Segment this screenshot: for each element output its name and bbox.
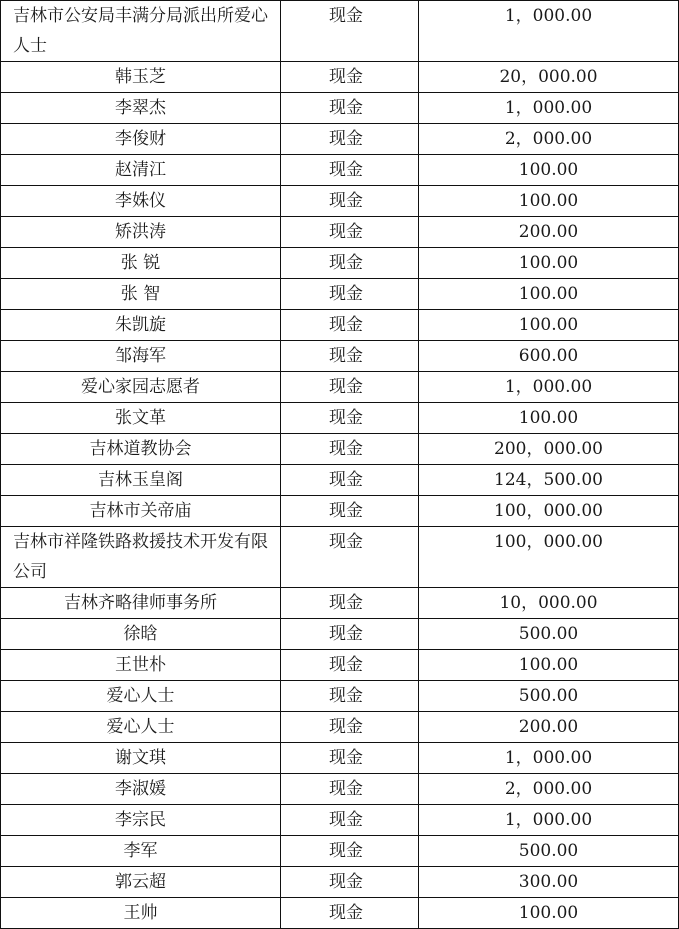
amount-cell: 124，500.00 xyxy=(419,465,679,496)
donation-type-cell: 现金 xyxy=(281,403,419,434)
amount-cell: 100.00 xyxy=(419,279,679,310)
donation-type-cell: 现金 xyxy=(281,155,419,186)
donation-type-cell: 现金 xyxy=(281,712,419,743)
donation-table-body xyxy=(1,1,679,929)
amount-cell: 20，000.00 xyxy=(419,62,679,93)
table-row xyxy=(1,62,679,93)
table-row xyxy=(1,93,679,124)
table-row xyxy=(1,588,679,619)
amount-cell: 500.00 xyxy=(419,836,679,867)
amount-cell: 500.00 xyxy=(419,619,679,650)
donation-type-cell: 现金 xyxy=(281,898,419,929)
donation-type-cell: 现金 xyxy=(281,62,419,93)
amount-cell: 1，000.00 xyxy=(419,93,679,124)
donor-name-cell: 张 锐 xyxy=(1,248,281,279)
table-row xyxy=(1,527,679,588)
donor-name-cell: 徐晗 xyxy=(1,619,281,650)
donation-type-cell: 现金 xyxy=(281,310,419,341)
table-row xyxy=(1,619,679,650)
amount-cell: 200.00 xyxy=(419,217,679,248)
table-row xyxy=(1,1,679,62)
amount-cell: 100，000.00 xyxy=(419,527,679,588)
table-row xyxy=(1,743,679,774)
amount-cell: 2，000.00 xyxy=(419,774,679,805)
donation-type-cell: 现金 xyxy=(281,743,419,774)
donation-type-cell: 现金 xyxy=(281,650,419,681)
table-row xyxy=(1,836,679,867)
donor-name-cell: 爱心人士 xyxy=(1,681,281,712)
donor-name-cell: 李宗民 xyxy=(1,805,281,836)
donation-type-cell: 现金 xyxy=(281,527,419,588)
table-row xyxy=(1,279,679,310)
donor-name-cell: 韩玉芝 xyxy=(1,62,281,93)
table-row xyxy=(1,805,679,836)
donation-type-cell: 现金 xyxy=(281,619,419,650)
donor-name-cell: 张文革 xyxy=(1,403,281,434)
donation-type-cell: 现金 xyxy=(281,867,419,898)
amount-cell: 100.00 xyxy=(419,650,679,681)
donation-type-cell: 现金 xyxy=(281,1,419,62)
donor-name-cell: 矫洪涛 xyxy=(1,217,281,248)
table-row xyxy=(1,650,679,681)
amount-cell: 2，000.00 xyxy=(419,124,679,155)
table-row xyxy=(1,681,679,712)
donor-name-cell: 吉林市公安局丰满分局派出所爱心人士 xyxy=(1,1,281,62)
amount-cell: 200，000.00 xyxy=(419,434,679,465)
donation-type-cell: 现金 xyxy=(281,496,419,527)
donor-name-cell: 吉林道教协会 xyxy=(1,434,281,465)
donation-type-cell: 现金 xyxy=(281,681,419,712)
donation-type-cell: 现金 xyxy=(281,186,419,217)
donation-type-cell: 现金 xyxy=(281,372,419,403)
donation-type-cell: 现金 xyxy=(281,805,419,836)
donor-name-cell: 王帅 xyxy=(1,898,281,929)
donor-name-cell: 李军 xyxy=(1,836,281,867)
table-row xyxy=(1,712,679,743)
amount-cell: 10，000.00 xyxy=(419,588,679,619)
donor-name-cell: 吉林市祥隆铁路救援技术开发有限公司 xyxy=(1,527,281,588)
donation-type-cell: 现金 xyxy=(281,836,419,867)
table-row xyxy=(1,248,679,279)
donation-type-cell: 现金 xyxy=(281,279,419,310)
amount-cell: 600.00 xyxy=(419,341,679,372)
amount-cell: 100.00 xyxy=(419,403,679,434)
amount-cell: 100.00 xyxy=(419,310,679,341)
amount-cell: 100.00 xyxy=(419,248,679,279)
donor-name-cell: 邹海军 xyxy=(1,341,281,372)
table-row xyxy=(1,155,679,186)
donor-name-cell: 赵清江 xyxy=(1,155,281,186)
amount-cell: 1，000.00 xyxy=(419,805,679,836)
donor-name-cell: 谢文琪 xyxy=(1,743,281,774)
donor-name-cell: 李淑媛 xyxy=(1,774,281,805)
table-row xyxy=(1,341,679,372)
donor-name-cell: 爱心家园志愿者 xyxy=(1,372,281,403)
donation-type-cell: 现金 xyxy=(281,341,419,372)
donation-type-cell: 现金 xyxy=(281,588,419,619)
table-row xyxy=(1,217,679,248)
donor-name-cell: 李俊财 xyxy=(1,124,281,155)
donation-type-cell: 现金 xyxy=(281,465,419,496)
amount-cell: 100.00 xyxy=(419,155,679,186)
donor-name-cell: 李翠杰 xyxy=(1,93,281,124)
donor-name-cell: 郭云超 xyxy=(1,867,281,898)
donor-name-cell: 爱心人士 xyxy=(1,712,281,743)
donor-name-cell: 王世朴 xyxy=(1,650,281,681)
table-row xyxy=(1,898,679,929)
amount-cell: 300.00 xyxy=(419,867,679,898)
amount-cell: 1，000.00 xyxy=(419,1,679,62)
table-row xyxy=(1,186,679,217)
donation-type-cell: 现金 xyxy=(281,124,419,155)
table-row xyxy=(1,774,679,805)
amount-cell: 100.00 xyxy=(419,186,679,217)
donor-name-cell: 吉林市关帝庙 xyxy=(1,496,281,527)
amount-cell: 200.00 xyxy=(419,712,679,743)
donor-name-cell: 李姝仪 xyxy=(1,186,281,217)
donation-type-cell: 现金 xyxy=(281,248,419,279)
donor-name-cell: 张 智 xyxy=(1,279,281,310)
table-row xyxy=(1,496,679,527)
amount-cell: 1，000.00 xyxy=(419,743,679,774)
donor-name-cell: 朱凯旋 xyxy=(1,310,281,341)
amount-cell: 100，000.00 xyxy=(419,496,679,527)
donation-type-cell: 现金 xyxy=(281,93,419,124)
donation-type-cell: 现金 xyxy=(281,217,419,248)
table-row xyxy=(1,465,679,496)
table-row xyxy=(1,434,679,465)
table-row xyxy=(1,867,679,898)
donation-type-cell: 现金 xyxy=(281,434,419,465)
donor-name-cell: 吉林齐略律师事务所 xyxy=(1,588,281,619)
amount-cell: 1，000.00 xyxy=(419,372,679,403)
amount-cell: 100.00 xyxy=(419,898,679,929)
donor-name-cell: 吉林玉皇阁 xyxy=(1,465,281,496)
table-row xyxy=(1,403,679,434)
donation-type-cell: 现金 xyxy=(281,774,419,805)
table-row xyxy=(1,372,679,403)
table-row xyxy=(1,124,679,155)
amount-cell: 500.00 xyxy=(419,681,679,712)
table-row xyxy=(1,310,679,341)
